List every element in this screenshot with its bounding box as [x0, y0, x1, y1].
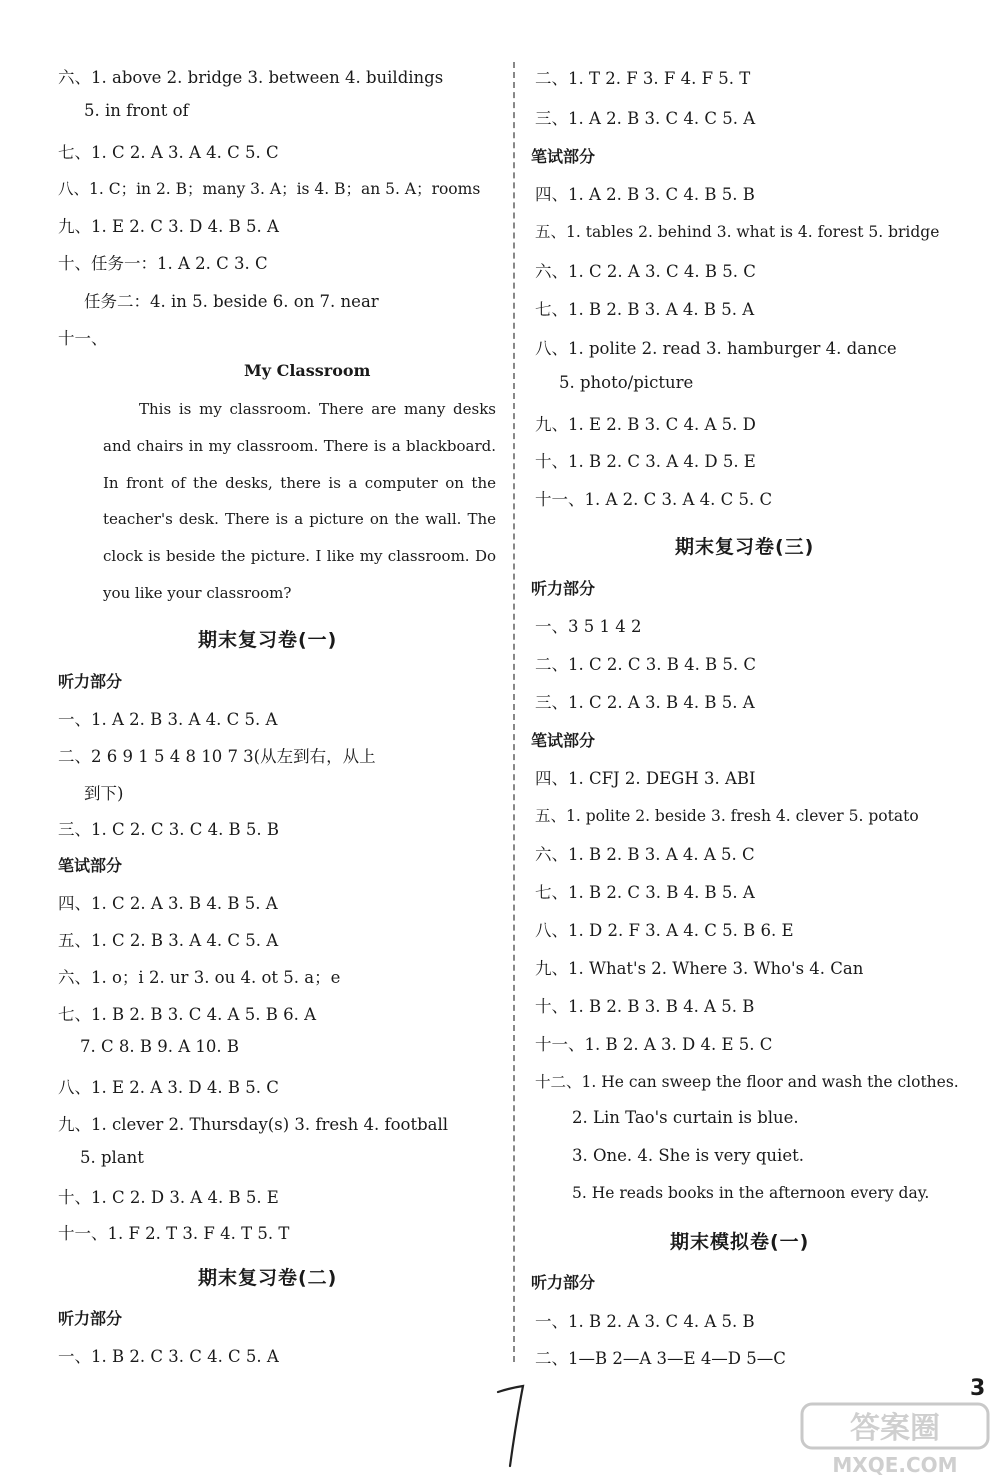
answer-line: 六、1. above 2. bridge 3. between 4. buildings	[58, 68, 444, 87]
answer-line: 五、1. tables 2. behind 3. what is 4. forest 5. bridge	[535, 223, 940, 241]
essay-text: This is my classroom. There are many desks and chairs in my classroom. There is a blackboard. In front of the desks, there is a computer on the teacher's desk. There is a picture on the wall. The clock is beside the picture. I like my classroom. Do you like your classroom?	[103, 400, 496, 602]
answer-line: 七、1. B 2. C 3. B 4. B 5. A	[535, 883, 755, 902]
essay-body	[103, 391, 496, 612]
answer-line: 九、1. E 2. B 3. C 4. A 5. D	[535, 415, 756, 434]
answer-line: 十一、1. A 2. C 3. A 4. C 5. C	[535, 490, 773, 509]
section-label: 听力部分	[531, 579, 596, 598]
answer-line: 十、1. C 2. D 3. A 4. B 5. E	[58, 1188, 279, 1207]
answer-line: 七、1. C 2. A 3. A 4. C 5. C	[58, 143, 279, 162]
answer-line: 五、1. polite 2. beside 3. fresh 4. clever 5. potato	[535, 807, 919, 825]
answer-line: 二、1. C 2. C 3. B 4. B 5. C	[535, 655, 757, 674]
answer-line: 十一、1. F 2. T 3. F 4. T 5. T	[58, 1224, 290, 1243]
answer-line: 7. C 8. B 9. A 10. B	[80, 1037, 239, 1056]
section-label: 听力部分	[531, 1273, 596, 1292]
answer-line: 到下)	[84, 784, 124, 803]
answer-line: 八、1. polite 2. read 3. hamburger 4. dance	[535, 339, 897, 358]
answer-line: 八、1. D 2. F 3. A 4. C 5. B 6. E	[535, 921, 794, 940]
answer-line: 七、1. B 2. B 3. A 4. B 5. A	[535, 300, 755, 319]
answer-line: 七、1. B 2. B 3. C 4. A 5. B 6. A	[58, 1005, 316, 1024]
answer-line: 十一、1. B 2. A 3. D 4. E 5. C	[535, 1035, 773, 1054]
answer-line: 六、1. B 2. B 3. A 4. A 5. C	[535, 845, 755, 864]
section-title: 期末模拟卷(一)	[670, 1231, 810, 1253]
column-divider	[513, 62, 515, 1362]
answer-line: 三、1. C 2. C 3. C 4. B 5. B	[58, 820, 280, 839]
watermark-logo	[800, 1400, 990, 1476]
answer-line: 四、1. C 2. A 3. B 4. B 5. A	[58, 894, 278, 913]
answer-line: 十一、	[58, 329, 108, 348]
section-title: 期末复习卷(一)	[198, 629, 338, 651]
svg-text:答案圈: 答案圈	[850, 1411, 940, 1446]
section-label: 听力部分	[58, 1309, 123, 1328]
answer-line: 九、1. clever 2. Thursday(s) 3. fresh 4. football	[58, 1115, 449, 1134]
answer-line: 一、1. A 2. B 3. A 4. C 5. A	[58, 710, 278, 729]
answer-line: 十、1. B 2. B 3. B 4. A 5. B	[535, 997, 755, 1016]
answer-line: 二、1. T 2. F 3. F 4. F 5. T	[535, 69, 751, 88]
section-label: 笔试部分	[58, 856, 123, 875]
answer-line: 任务二：4. in 5. beside 6. on 7. near	[84, 292, 379, 311]
answer-line: 四、1. CFJ 2. DEGH 3. ABI	[535, 769, 756, 788]
answer-line: 一、1. B 2. A 3. C 4. A 5. B	[535, 1312, 755, 1331]
svg-text:MXQE.COM: MXQE.COM	[832, 1453, 958, 1476]
section-title: 期末复习卷(三)	[675, 536, 815, 558]
answer-line: 一、1. B 2. C 3. C 4. C 5. A	[58, 1347, 279, 1366]
answer-line: 5. He reads books in the afternoon every day.	[572, 1184, 930, 1202]
answer-line: 5. photo/picture	[559, 373, 694, 392]
answer-line: 八、1. C；in 2. B；many 3. A；is 4. B；an 5. A；rooms	[58, 180, 481, 198]
answer-line: 三、1. A 2. B 3. C 4. C 5. A	[535, 109, 756, 128]
answer-line: 六、1. C 2. A 3. C 4. B 5. C	[535, 262, 756, 281]
answer-line: 三、1. C 2. A 3. B 4. B 5. A	[535, 693, 755, 712]
answer-line: 5. in front of	[84, 101, 189, 120]
answer-line: 十、1. B 2. C 3. A 4. D 5. E	[535, 452, 756, 471]
answer-line: 六、1. o；i 2. ur 3. ou 4. ot 5. a；e	[58, 968, 341, 987]
answer-line: 十二、1. He can sweep the floor and wash the clothes.	[535, 1073, 959, 1091]
essay-title: My Classroom	[244, 361, 371, 380]
answer-line: 2. Lin Tao's curtain is blue.	[572, 1108, 799, 1127]
answer-line: 二、2 6 9 1 5 4 8 10 7 3(从左到右，从上	[58, 747, 376, 766]
page-number: 3	[970, 1376, 986, 1401]
answer-line: 九、1. What's 2. Where 3. Who's 4. Can	[535, 959, 864, 978]
answer-line: 五、1. C 2. B 3. A 4. C 5. A	[58, 931, 279, 950]
section-title: 期末复习卷(二)	[198, 1267, 338, 1289]
answer-line: 八、1. E 2. A 3. D 4. B 5. C	[58, 1078, 279, 1097]
handwritten-mark	[496, 1382, 526, 1468]
section-label: 笔试部分	[531, 731, 596, 750]
section-label: 笔试部分	[531, 147, 596, 166]
answer-line: 十、任务一：1. A 2. C 3. C	[58, 254, 268, 273]
answer-line: 一、3 5 1 4 2	[535, 617, 642, 636]
answer-line: 二、1—B 2—A 3—E 4—D 5—C	[535, 1349, 786, 1368]
section-label: 听力部分	[58, 672, 123, 691]
answer-line: 5. plant	[80, 1148, 144, 1167]
answer-line: 3. One. 4. She is very quiet.	[572, 1146, 804, 1165]
answer-line: 九、1. E 2. C 3. D 4. B 5. A	[58, 217, 279, 236]
answer-line: 四、1. A 2. B 3. C 4. B 5. B	[535, 185, 755, 204]
